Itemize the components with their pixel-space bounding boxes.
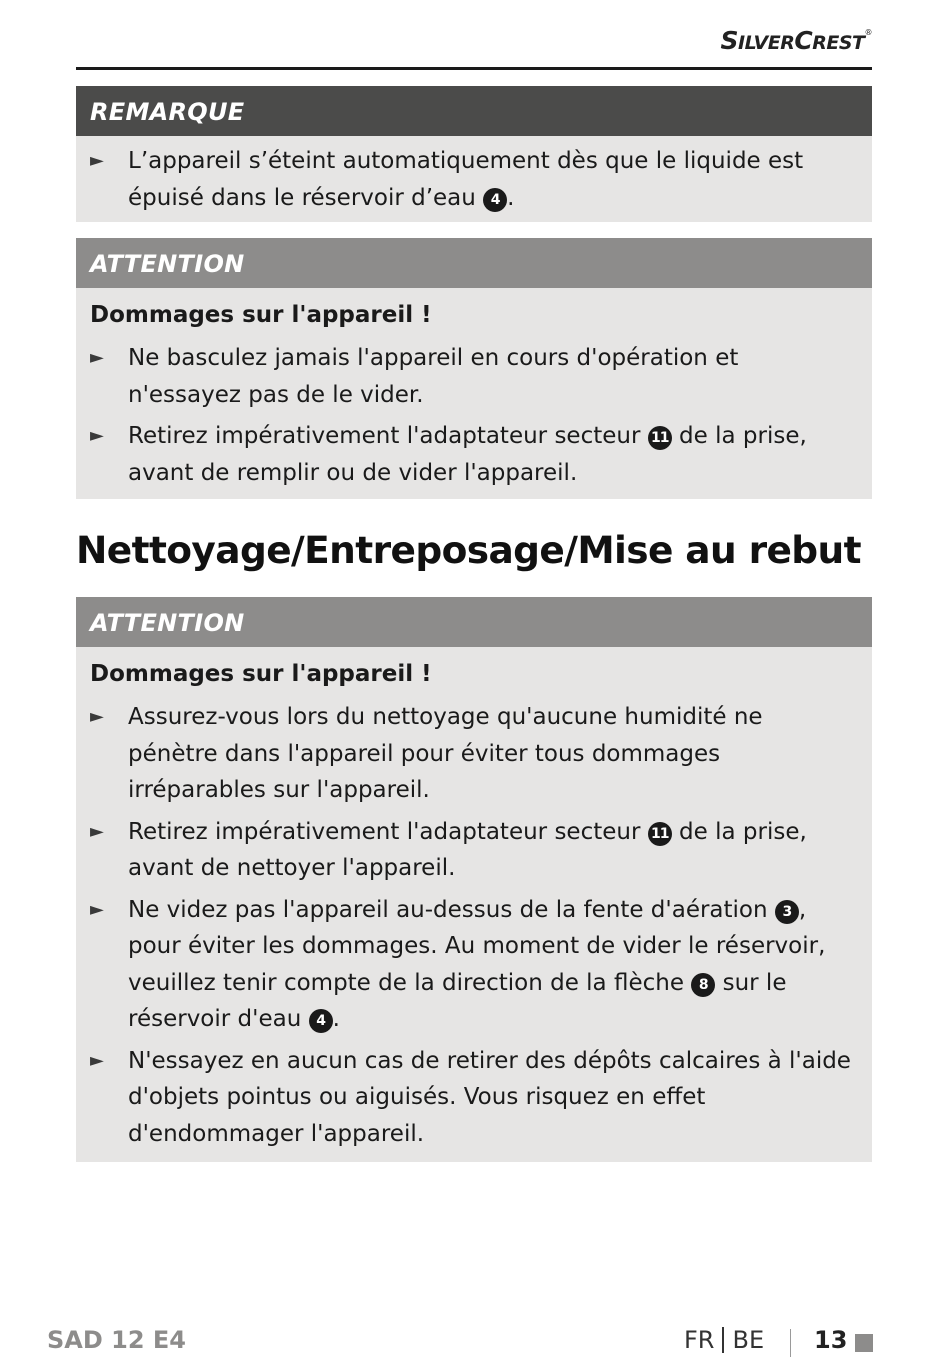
triangle-right-icon: ► [90, 898, 104, 920]
callout-number-icon: 4 [309, 1009, 333, 1033]
language-indicator: FR BE [684, 1326, 765, 1354]
remarque-box [76, 86, 872, 222]
triangle-right-icon: ► [90, 820, 104, 842]
list-item: ► Ne videz pas l'appareil au-dessus de la fente d'aération 3 , pour éviter les dommages. Au moment de vider le réservoir, veuillez tenir compte de la direction de la flèche 8 sur le réservoir d'eau 4 . [90, 892, 858, 1038]
attention-box-2 [76, 597, 872, 1162]
list-item: ► Retirez impérativement l'adaptateur secteur 11 de la prise, avant de remplir ou de vider l'appareil. [90, 418, 858, 491]
triangle-right-icon: ► [90, 150, 104, 171]
remarque-heading: REMARQUE [76, 86, 872, 136]
triangle-right-icon: ► [90, 425, 104, 446]
list-item: ► L’appareil s’éteint automatiquement dès que le liquide est épuisé dans le réservoir d’eau 4 . [90, 143, 858, 216]
callout-number-icon: 3 [775, 900, 799, 924]
list-item: ► Ne basculez jamais l'appareil en cours d'opération et n'essayez pas de le vider. [90, 340, 858, 413]
footer-divider [790, 1329, 791, 1357]
model-number: SAD 12 E4 [47, 1326, 186, 1354]
list-item: ► Retirez impérativement l'adaptateur secteur 11 de la prise, avant de nettoyer l'appareil. [90, 814, 858, 887]
attention-box-1 [76, 238, 872, 499]
header-rule [76, 67, 872, 70]
language-separator [722, 1327, 724, 1353]
attention-heading: ATTENTION [76, 238, 872, 288]
list-item: ► N'essayez en aucun cas de retirer des dépôts calcaires à l'aide d'objets pointus ou aiguisés. Vous risquez en effet d'endommager l'appareil. [90, 1043, 858, 1153]
page-header [76, 18, 872, 70]
callout-number-icon: 11 [648, 426, 672, 450]
warning-subheading: Dommages sur l'appareil ! [90, 661, 432, 687]
triangle-right-icon: ► [90, 347, 104, 368]
square-icon [855, 1334, 873, 1352]
callout-number-icon: 4 [483, 188, 507, 212]
section-title: Nettoyage/Entreposage/Mise au rebut [76, 528, 861, 572]
callout-number-icon: 8 [691, 973, 715, 997]
brand-logo: SILVERCREST® [720, 26, 872, 55]
attention-heading: ATTENTION [76, 597, 872, 647]
triangle-right-icon: ► [90, 706, 104, 727]
page-footer [0, 1326, 950, 1362]
warning-subheading: Dommages sur l'appareil ! [90, 302, 432, 328]
callout-number-icon: 11 [648, 822, 672, 846]
list-item: ► Assurez-vous lors du nettoyage qu'aucune humidité ne pénètre dans l'appareil pour éviter tous dommages irréparables sur l'appareil. [90, 699, 858, 809]
page-number: 13 [814, 1326, 848, 1354]
triangle-right-icon: ► [90, 1049, 104, 1071]
